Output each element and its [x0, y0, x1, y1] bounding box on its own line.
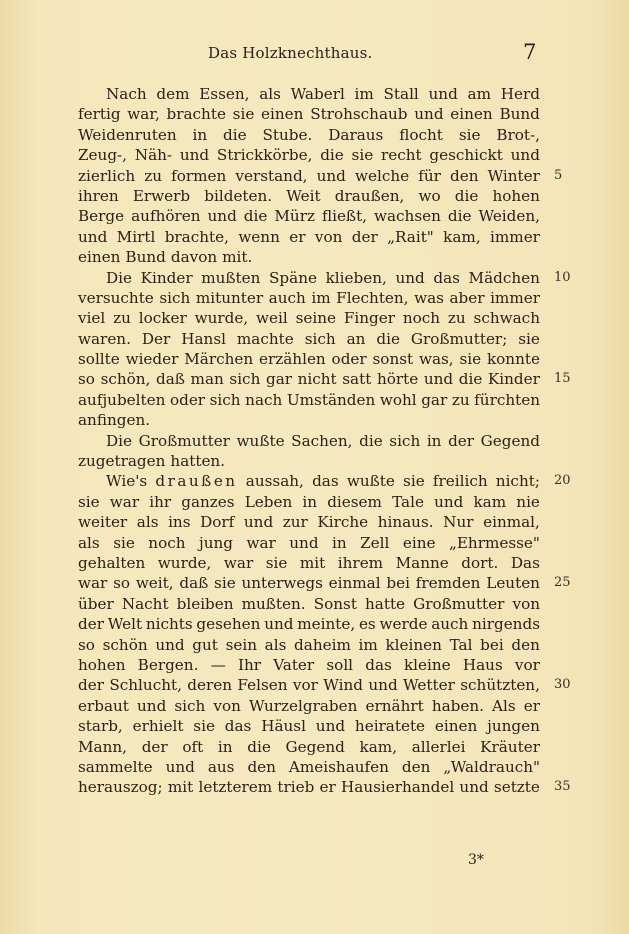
line-number: 20 [554, 473, 571, 489]
running-title: Das Holzknechthaus. [208, 44, 373, 62]
text-line: sammelte und aus den Ameishaufen den „Waldrauch" [78, 757, 540, 776]
text-line: so schön, daß man sich gar nicht satt hörte und die Kinder 15 [78, 370, 571, 389]
text-line: Die Großmutter wußte Sachen, die sich in der Gegend [106, 431, 540, 450]
line-number: 30 [554, 677, 571, 693]
text-line: zierlich zu formen verstand, und welche für den Winter 5 [78, 166, 563, 185]
text-line: Die Kinder mußten Späne klieben, und das Mädchen 10 [106, 268, 571, 287]
line-number: 25 [554, 575, 571, 591]
text-line: sollte wieder Märchen erzählen oder sonst was, sie konnte [78, 350, 540, 369]
text-line: fertig war, brachte sie einen Strohschaub und einen Bund [78, 105, 540, 124]
printer-signature-mark: 3* [468, 852, 484, 868]
text-line: hohen Bergen. — Ihr Vater soll das kleine Haus vor [78, 655, 540, 674]
text-line: gehalten wurde, war sie mit ihrem Manne dort. Das [78, 553, 540, 572]
text-line: waren. Der Hansl machte sich an die Großmutter; sie [78, 329, 540, 348]
text-line: Zeug-, Näh- und Strickkörbe, die sie recht geschickt und [78, 146, 540, 165]
text-line: Weidenruten in die Stube. Daraus flocht sie Brot-, [78, 125, 540, 144]
text-line: Mann, der oft in die Gegend kam, allerlei Kräuter [78, 737, 540, 756]
text-line: versuchte sich mitunter auch im Flechten, was aber immer [78, 288, 540, 307]
text-line: einen Bund davon mit. [78, 248, 253, 267]
text-line: Nach dem Essen, als Waberl im Stall und am Herd [106, 85, 540, 103]
text-line: und Mirtl brachte, wenn er von der „Rait" kam, immer [78, 227, 540, 246]
text-line: Wie's draußen aussah, das wußte sie freilich nicht; 20 [106, 472, 571, 491]
text-line: starb, erhielt sie das Häusl und heiratete einen jungen [78, 717, 540, 736]
line-number: 15 [554, 371, 571, 387]
text-line: so schön und gut sein als daheim im kleinen Tal bei den [78, 635, 540, 654]
text-line: war so weit, daß sie unterwegs einmal bei fremden Leuten 25 [78, 574, 571, 593]
line-number: 10 [554, 269, 571, 285]
text-line: aufjubelten oder sich nach Umständen wohl gar zu fürchten [78, 390, 540, 409]
page-number: 7 [523, 40, 537, 64]
text-line: viel zu locker wurde, weil seine Finger noch zu schwach [78, 309, 540, 328]
text-line: als sie noch jung war und in Zell eine „Ehrmesse" [78, 533, 540, 552]
text-line: der Schlucht, deren Felsen vor Wind und Wetter schützten, 30 [78, 676, 571, 695]
text-line: Berge aufhören und die Mürz fließt, wachsen die Weiden, [78, 207, 540, 226]
text-line: ihren Erwerb bildeten. Weit draußen, wo die hohen [78, 186, 540, 205]
text-line: zugetragen hatten. [78, 452, 226, 471]
text-line: weiter als ins Dorf und zur Kirche hinaus. Nur einmal, [78, 513, 540, 532]
text-line: der Welt nichts gesehen und meinte, es werde auch nirgends [78, 615, 540, 634]
text-line: anfingen. [78, 411, 151, 430]
body-text [78, 84, 571, 798]
line-number: 5 [554, 167, 563, 183]
text-line: sie war ihr ganzes Leben in diesem Tale und kam nie [78, 492, 540, 511]
line-number: 35 [554, 779, 571, 795]
text-line: herauszog; mit letzterem trieb er Hausierhandel und setzte 35 [78, 778, 571, 797]
text-line: über Nacht bleiben mußten. Sonst hatte Großmutter von [78, 594, 540, 613]
page-header [0, 40, 629, 66]
text-line: erbaut und sich von Wurzelgraben ernährt haben. Als er [78, 696, 540, 715]
